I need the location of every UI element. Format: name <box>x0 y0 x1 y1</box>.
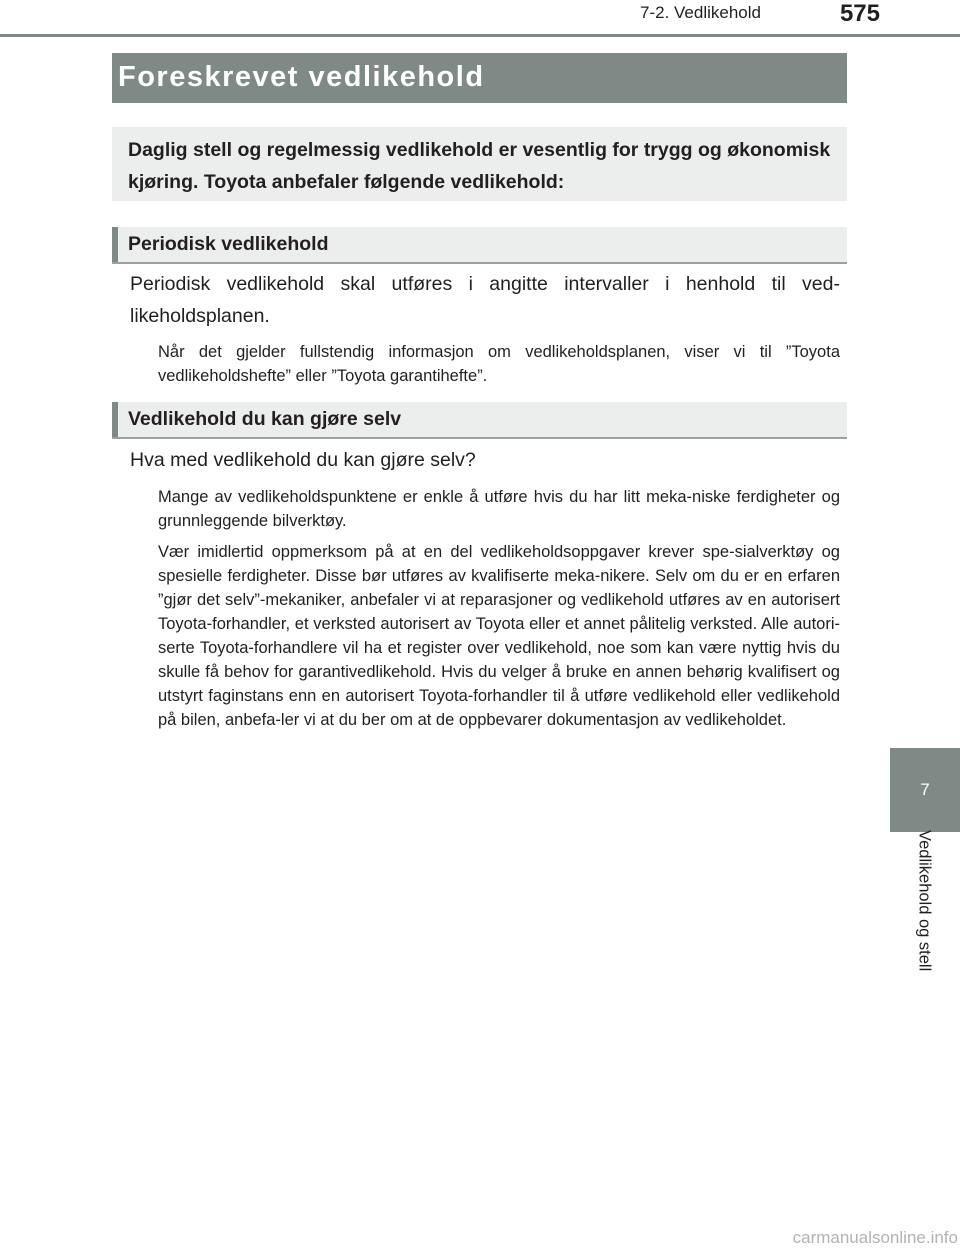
section-heading-periodic: Periodisk vedlikehold <box>112 227 847 264</box>
section-heading-diy: Vedlikehold du kan gjøre selv <box>112 402 847 439</box>
chapter-number: 7 <box>920 780 930 799</box>
chapter-label: Vedlikehold og stell <box>915 830 934 972</box>
section-lead-diy: Hva med vedlikehold du kan gjøre selv? <box>130 449 476 471</box>
page-title: Foreskrevet vedlikehold <box>112 53 847 103</box>
section-note-diy-2: Vær imidlertid oppmerksom på at en del vedlikeholdsoppgaver krever spe-sialverktøy og spesielle ferdigheter. Disse bør utføres av kvalifiserte meka-nikere. Selv om du er en erfaren ”gjør det selv”-mekaniker, anbefaler vi at reparasjoner og vedlikehold utføres av en autorisert Toyota-forhandler, et verksted autorisert av Toyota eller et annet pålitelig verksted. Alle autori-serte Toyota-forhandlere vil ha et register over vedlikehold, noe som kan være nyttig hvis du skulle få behov for garantivedlikehold. Hvis du velger å bruke en annen behørig kvalifisert og utstyrt faginstans enn en autorisert Toyota-forhandler til å utføre vedlikehold eller vedlikehold på bilen, anbefa-ler vi at du ber om at de oppbevarer dokumentasjon av vedlikeholdet. <box>158 543 840 729</box>
section-lead-periodic: Periodisk vedlikehold skal utføres i angitte intervaller i henhold til ved-likeholdsplanen. <box>130 273 840 327</box>
section-note-periodic: Når det gjelder fullstendig informasjon om vedlikeholdsplanen, viser vi til ”Toyota vedlikeholdshefte” eller ”Toyota garantihefte”. <box>158 343 840 385</box>
section-note-diy-1: Mange av vedlikeholdspunktene er enkle å utføre hvis du har litt meka-niske ferdigheter og grunnleggende bilverktøy. <box>158 488 840 530</box>
watermark: carmanualsonline.info <box>792 1228 958 1247</box>
page-number: 575 <box>839 0 880 27</box>
header-rule <box>0 34 960 37</box>
header-section-title: 7-2. Vedlikehold <box>640 3 761 22</box>
intro-box: Daglig stell og regelmessig vedlikehold er vesentlig for trygg og økonomisk kjøring. Toyota anbefaler følgende vedlikehold: <box>112 127 847 201</box>
